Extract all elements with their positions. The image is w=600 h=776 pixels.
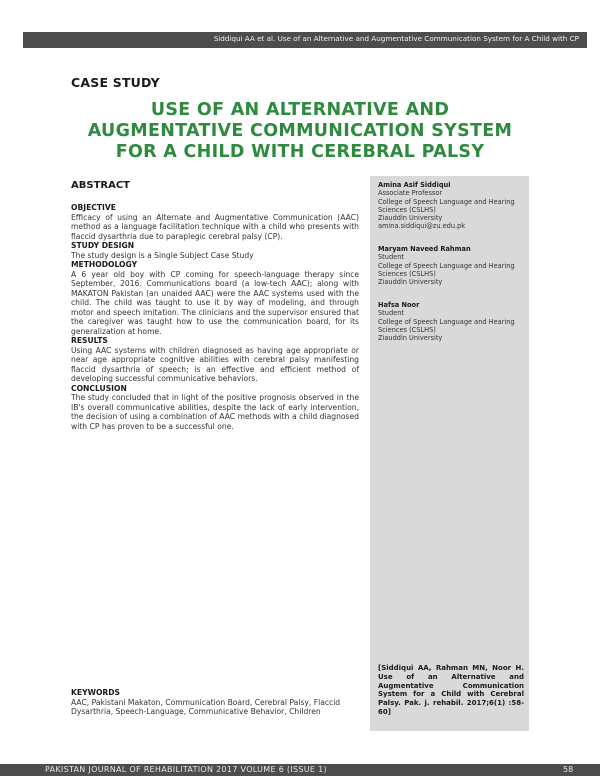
journal-footer-bar (0, 764, 600, 776)
author-name: Amina Asif Siddiqui (378, 181, 451, 189)
page-number: 58 (563, 765, 574, 774)
keywords-text: AAC, Pakistani Makaton, Communication Board, Cerebral Palsy, Flaccid Dysarthria, Speech-Language, Communicative Behavior, Children (71, 697, 341, 716)
author-name: Maryam Naveed Rahman (378, 245, 471, 253)
running-header-bar (23, 32, 587, 48)
author-position: Student (378, 309, 404, 318)
author-name: Hafsa Noor (378, 301, 420, 309)
journal-footer-title: PAKISTAN JOURNAL OF REHABILITATION 2017 VOLUME 6 (ISSUE 1) (45, 765, 327, 774)
author-info (378, 245, 526, 286)
article-title (60, 100, 540, 163)
author-university: Ziauddin University (378, 334, 443, 343)
keywords-heading: KEYWORDS (71, 688, 121, 697)
section-heading-conclusion: CONCLUSION (71, 383, 127, 393)
section-heading-results: RESULTS (71, 336, 108, 345)
section-text-objective: Efficacy of using an Alternate and Augmentative Communication (AAC) method as a language facilitation technique with a child who presents with flaccid dysarthria due to paraplegic cerebral palsy (CP). (71, 212, 359, 241)
author-university: Ziauddin University (378, 278, 443, 287)
author-college: College of Speech Language and Hearing Sciences (CSLHS) (378, 197, 515, 214)
author-college: College of Speech Language and Hearing Sciences (CSLHS) (378, 261, 515, 278)
article-title-line: AUGMENTATIVE COMMUNICATION SYSTEM (87, 121, 513, 141)
author-info (378, 301, 526, 342)
author-info (378, 181, 526, 231)
section-text-results: Using AAC systems with children diagnosed as having age appropriate or near age appropriate cognitive abilities with cerebral palsy manifesting flaccid dysarthria of speech; is an effective and efficient method of developing successful communicative behaviors. (71, 345, 359, 383)
section-heading-methodology: METHODOLOGY (71, 260, 138, 269)
author-university: Ziauddin University (378, 214, 443, 223)
article-title-line: USE OF AN ALTERNATIVE AND (150, 100, 450, 120)
abstract-heading: ABSTRACT (71, 180, 130, 191)
citation-text: [Siddiqui AA, Rahman MN, Noor H. Use of an Alternative and Augmentative Communication System for a Child with Cerebral Palsy. Pak. j. rehabil. 2017;6(1) :58-60] (378, 664, 524, 716)
keywords-block (71, 688, 359, 717)
section-text-methodology: A 6 year old boy with CP coming for speech-language therapy since September, 2016. Communications board (a low-tech AAC); along with MAKATON Pakistan (an unaided AAC) were the AAC systems used with the child. The child was taught to use it by way of modeling, and through motor and speech imitation. The clinicians and the supervisor ensured that the caregiver was taught how to use the communication board, for its generalization at home. (71, 269, 359, 336)
article-type-label: CASE STUDY (71, 75, 160, 90)
abstract-column (71, 180, 359, 431)
author-position: Associate Professor (378, 189, 443, 198)
author-email[interactable]: amina.siddiqui@zu.edu.pk (378, 222, 466, 231)
author-position: Student (378, 253, 404, 262)
section-text-conclusion: The study concluded that in light of the positive prognosis observed in the IB's overall communicative abilities, despite the lack of early intervention, the decision of using a combination of AAC methods with a child diagnosed with CP has proven to be a successful one. (71, 393, 359, 431)
running-header-title: Siddiqui AA et al. Use of an Alternative and Augmentative Communication System for A Child with CP (213, 34, 579, 43)
article-title-line: FOR A CHILD WITH CEREBRAL PALSY (115, 142, 485, 162)
section-heading-study-design: STUDY DESIGN (71, 241, 135, 250)
section-heading-objective: OBJECTIVE (71, 203, 116, 212)
section-text-study-design: The study design is a Single Subject Case Study (71, 250, 254, 260)
author-college: College of Speech Language and Hearing Sciences (CSLHS) (378, 317, 515, 334)
